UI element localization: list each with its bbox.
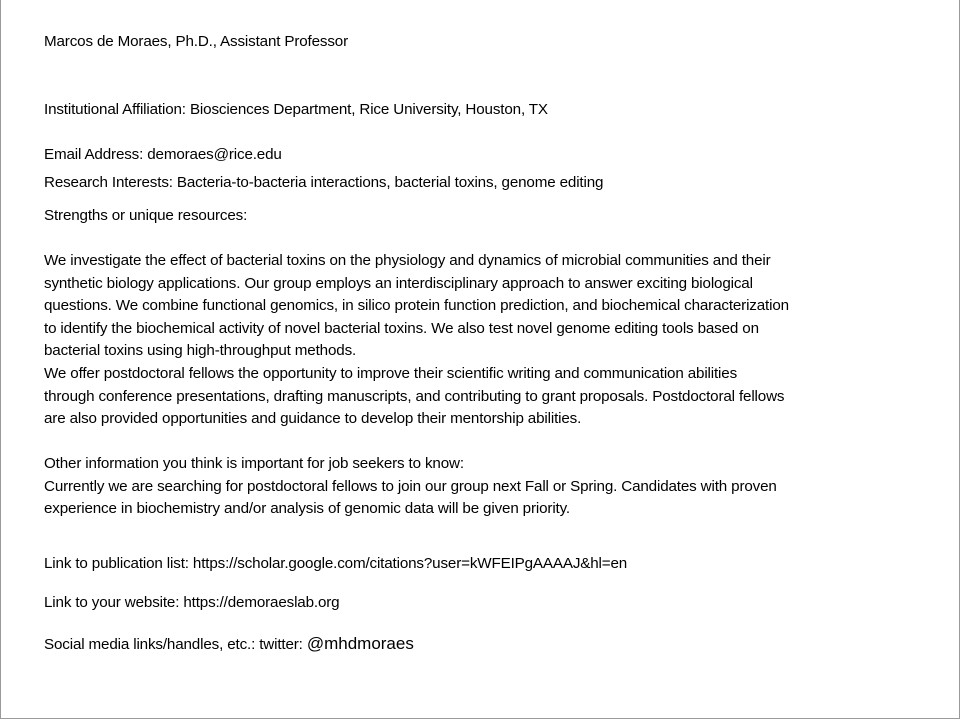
name-title-line: Marcos de Moraes, Ph.D., Assistant Professor <box>44 33 349 50</box>
mentorship-line: We offer postdoctoral fellows the opportunity to improve their scientific writing and communication abilities <box>44 364 738 382</box>
website-link-line: Link to your website: https://demoraeslab.org <box>44 594 340 611</box>
strengths-line: synthetic biology applications. Our group employs an interdisciplinary approach to answer exciting biological <box>44 274 753 292</box>
strengths-line: bacterial toxins using high-throughput methods. <box>44 342 357 360</box>
social-media-line <box>44 633 414 657</box>
other-info-line: experience in biochemistry and/or analysis of genomic data will be given priority. <box>44 500 570 518</box>
social-media-label: Social media links/handles, etc.: twitter: <box>44 636 307 653</box>
mentorship-line: through conference presentations, drafting manuscripts, and contributing to grant proposals. Postdoctoral fellows <box>44 387 785 405</box>
other-info-line: Currently we are searching for postdoctoral fellows to join our group next Fall or Spring. Candidates with proven <box>44 477 777 495</box>
other-info-section <box>44 453 777 521</box>
email-line: Email Address: demoraes@rice.edu <box>44 146 282 163</box>
other-info-heading: Other information you think is important for job seekers to know: <box>44 455 464 472</box>
strengths-line: questions. We combine functional genomics, in silico protein function prediction, and biochemical characterization <box>44 297 789 315</box>
publication-link-line: Link to publication list: https://scholar.google.com/citations?user=kWFEIPgAAAAJ&hl=en <box>44 555 628 572</box>
strengths-line: to identify the biochemical activity of novel bacterial toxins. We also test novel genome editing tools based on <box>44 319 759 337</box>
strengths-heading: Strengths or unique resources: <box>44 207 248 224</box>
research-interests-line: Research Interests: Bacteria-to-bacteria interactions, bacterial toxins, genome editing <box>44 174 604 191</box>
affiliation-line: Institutional Affiliation: Biosciences Department, Rice University, Houston, TX <box>44 101 548 118</box>
mentorship-line: are also provided opportunities and guidance to develop their mentorship abilities. <box>44 410 582 428</box>
strengths-paragraph <box>44 250 789 431</box>
strengths-line: We investigate the effect of bacterial toxins on the physiology and dynamics of microbial communities and their <box>44 252 771 269</box>
twitter-handle: @mhdmoraes <box>306 634 414 653</box>
